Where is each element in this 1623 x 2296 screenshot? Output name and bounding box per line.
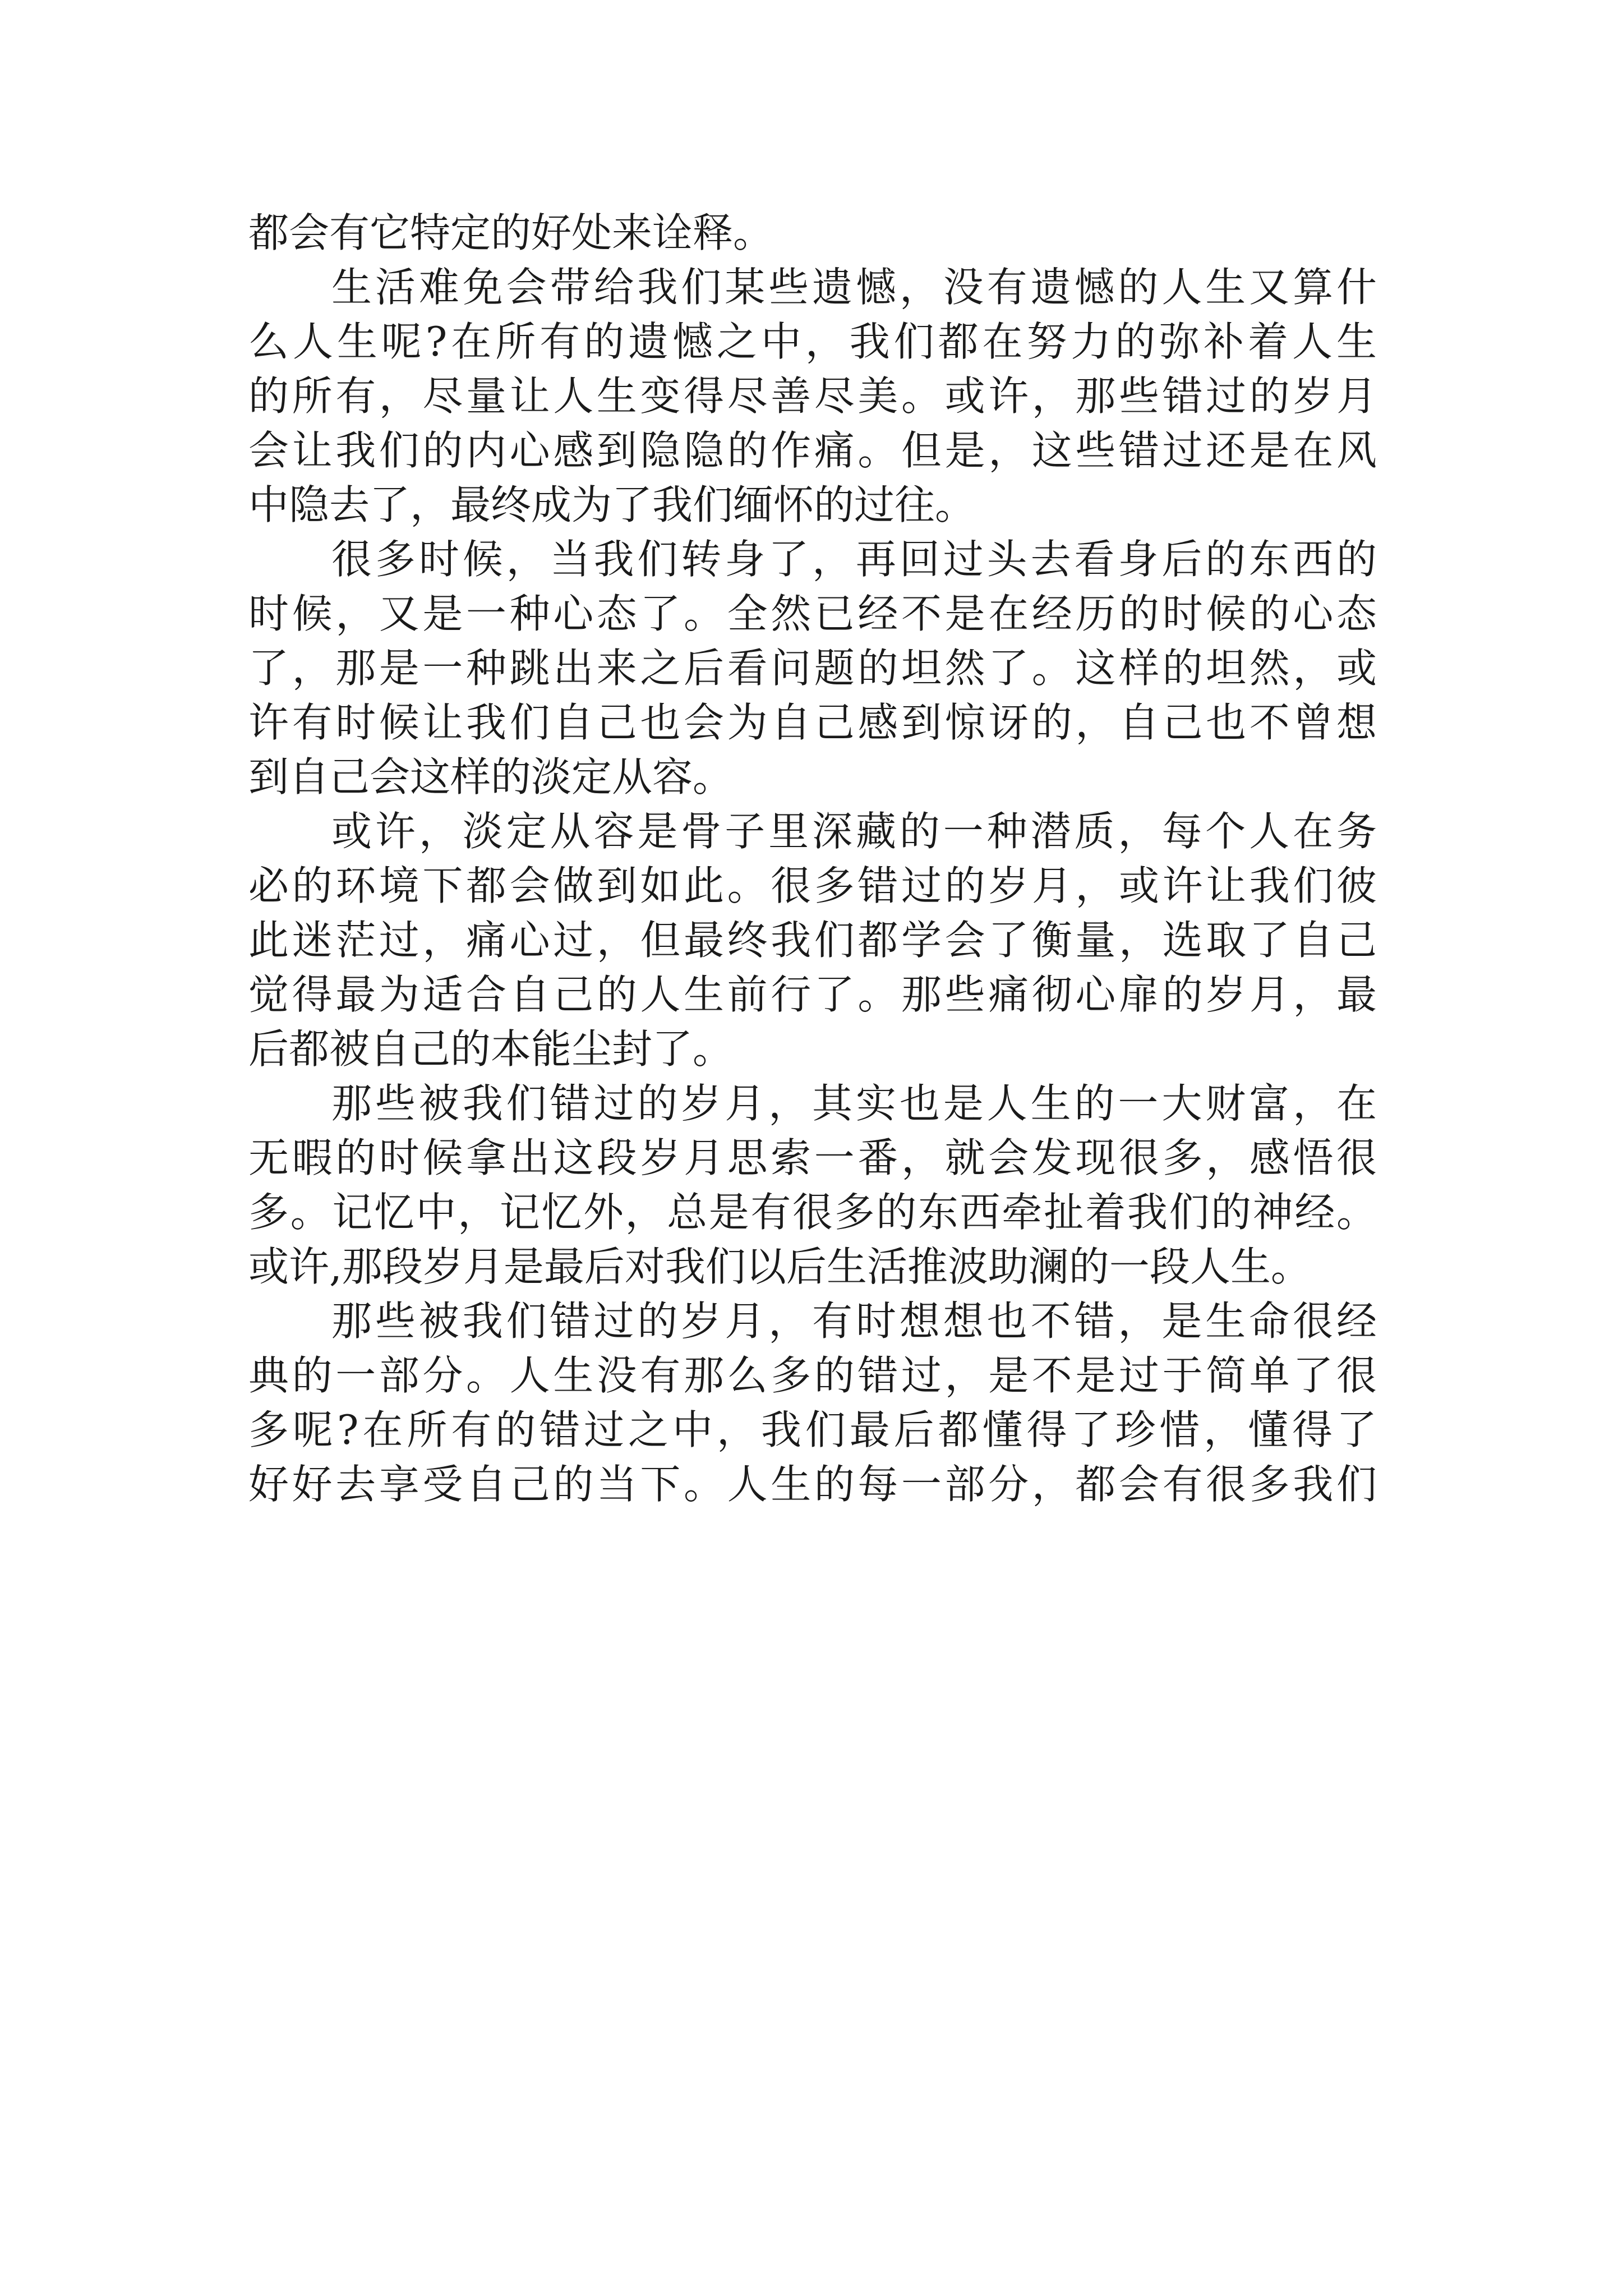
paragraph (248, 533, 1377, 803)
text-line: 多。记忆中，记忆外，总是有很多的东西牵扯着我们的神经。 (248, 1189, 1377, 1236)
text-line: 多呢?在所有的错过之中，我们最后都懂得了珍惜，懂得了 (248, 1406, 1377, 1453)
text-line: 觉得最为适合自己的人生前行了。那些痛彻心扉的岁月，最 (248, 971, 1377, 1018)
text-line: 许有时候让我们自己也会为自己感到惊讶的，自己也不曾想 (248, 699, 1377, 746)
text-line: 或许，淡定从容是骨子里深藏的一种潜质，每个人在务 (331, 808, 1377, 855)
text-line: 典的一部分。人生没有那么多的错过，是不是过于简单了很 (248, 1352, 1377, 1399)
text-line: 此迷茫过，痛心过，但最终我们都学会了衡量，选取了自己 (248, 917, 1377, 964)
text-line: 时候，又是一种心态了。全然已经不是在经历的时候的心态 (248, 590, 1377, 637)
text-line: 到自己会这样的淡定从容。 (248, 753, 734, 800)
text-line: 那些被我们错过的岁月，有时想想也不错，是生命很经 (331, 1297, 1377, 1345)
text-line: 了，那是一种跳出来之后看问题的坦然了。这样的坦然，或 (248, 645, 1377, 692)
text-line: 生活难免会带给我们某些遗憾，没有遗憾的人生又算什 (331, 264, 1377, 311)
essay-body (248, 206, 1377, 1512)
text-line: 好好去享受自己的当下。人生的每一部分，都会有很多我们 (248, 1461, 1377, 1508)
text-line: 或许,那段岁月是最后对我们以后生活推波助澜的一段人生。 (248, 1243, 1311, 1290)
paragraph (248, 206, 1377, 259)
text-line: 会让我们的内心感到隐隐的作痛。但是，这些错过还是在风 (248, 427, 1377, 474)
text-line: 后都被自己的本能尘封了。 (248, 1025, 734, 1073)
text-line: 很多时候，当我们转身了，再回过头去看身后的东西的 (331, 536, 1377, 583)
text-line: 无暇的时候拿出这段岁月思索一番，就会发现很多，感悟很 (248, 1134, 1377, 1181)
paragraph (248, 261, 1377, 531)
text-line: 那些被我们错过的岁月，其实也是人生的一大财富，在 (331, 1080, 1377, 1127)
paragraph (248, 1077, 1377, 1293)
text-line: 必的环境下都会做到如此。很多错过的岁月，或许让我们彼 (248, 862, 1377, 909)
text-line: 都会有它特定的好处来诠释。 (248, 209, 774, 256)
paragraph (248, 805, 1377, 1075)
paragraph (248, 1295, 1377, 1511)
text-line: 么人生呢?在所有的遗憾之中，我们都在努力的弥补着人生 (248, 318, 1377, 365)
text-line: 的所有，尽量让人生变得尽善尽美。或许，那些错过的岁月 (248, 372, 1377, 420)
text-line: 中隐去了，最终成为了我们缅怀的过往。 (248, 481, 976, 528)
